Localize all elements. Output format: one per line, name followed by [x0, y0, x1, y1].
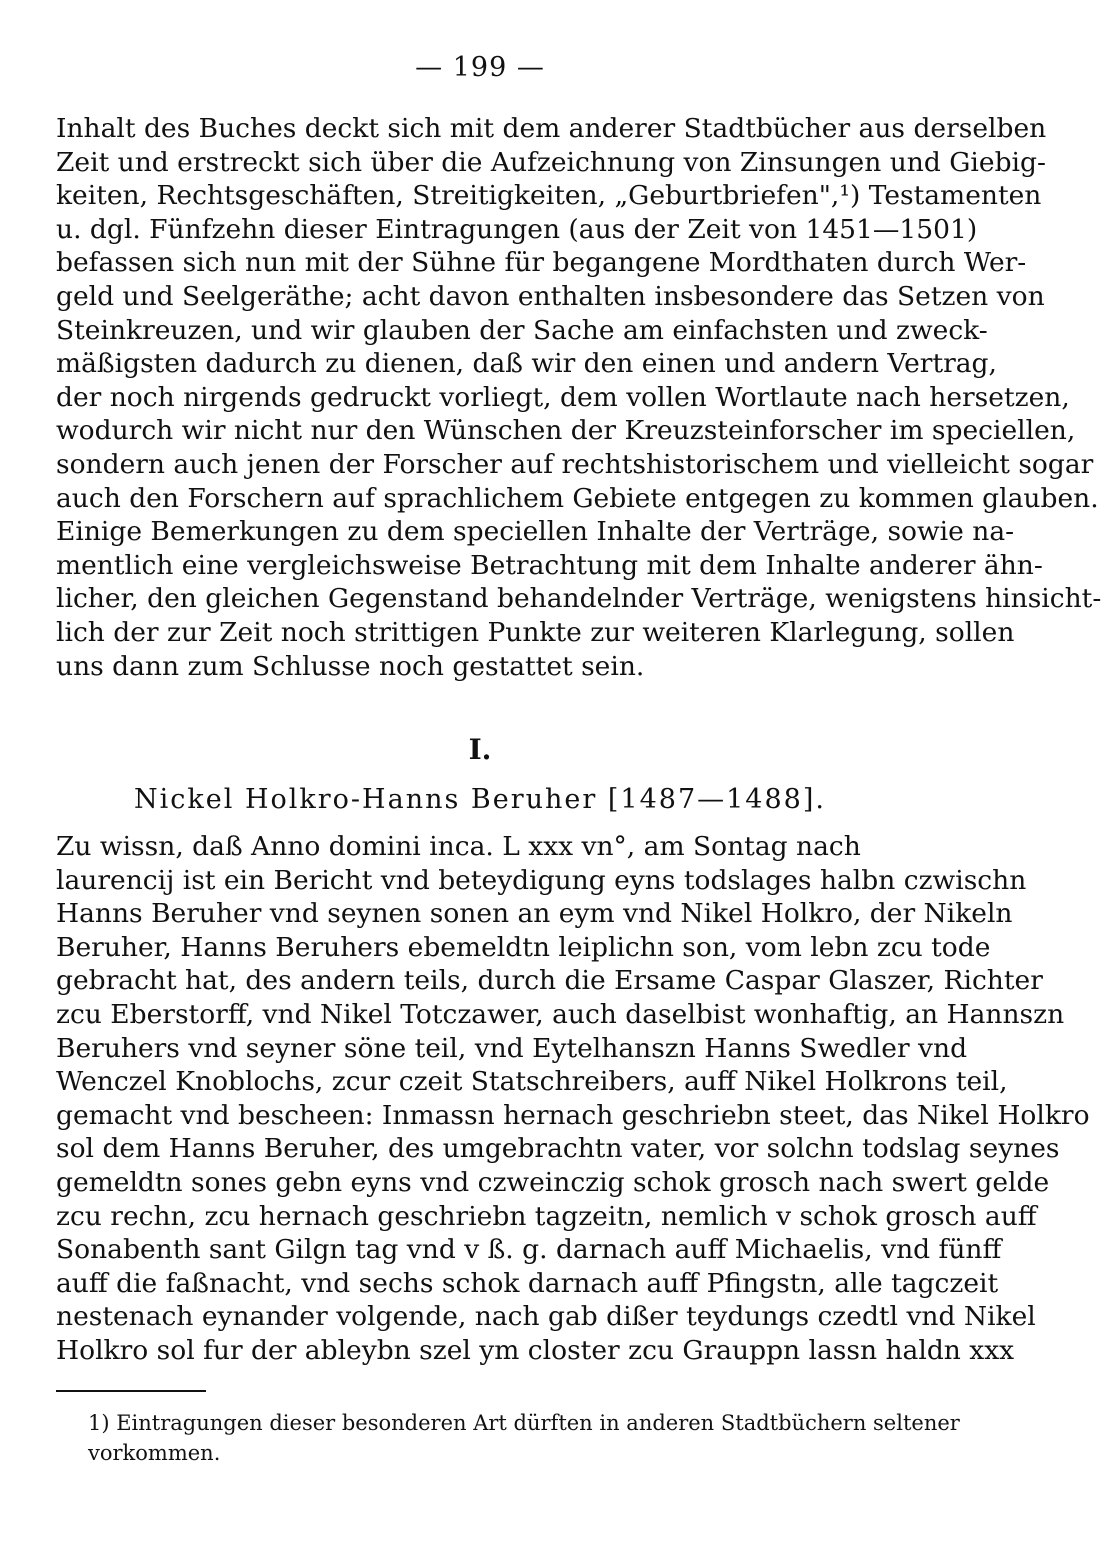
intro-text-line: uns dann zum Schlusse noch gestattet sein.: [56, 650, 645, 682]
intro-text-line: Inhalt des Buches deckt sich mit dem anderer Stadtbücher aus derselben: [56, 113, 1047, 144]
intro-text-line: der noch nirgends gedruckt vorliegt, dem vollen Wortlaute nach hersetzen,: [56, 381, 1070, 413]
document-text-line: gemacht vnd bescheen: Inmassn hernach geschriebn steet, das Nikel Holkro: [56, 1099, 1090, 1131]
footnote-text-line: 1) Eintragungen dieser besonderen Art dürften in anderen Stadtbüchern seltener: [88, 1411, 960, 1435]
footnote: [88, 1408, 960, 1468]
intro-text-line: wodurch wir nicht nur den Wünschen der Kreuzsteinforscher im speciellen,: [56, 415, 1076, 447]
document-text-line: laurencij ist ein Bericht vnd beteydigung eyns todslages halbn czwischn: [56, 864, 1027, 896]
document-text-line: zcu rechn, zcu hernach geschriebn tagzeitn, nemlich v schok grosch auff: [56, 1200, 1037, 1232]
section-numeral: I.: [468, 733, 492, 766]
intro-text-line: mentlich eine vergleichsweise Betrachtung mit dem Inhalte anderer ähn-: [56, 549, 1043, 581]
intro-text-line: sondern auch jenen der Forscher auf rechtshistorischem und vielleicht sogar: [56, 448, 1094, 480]
document-text-line: Holkro sol fur der ableybn szel ym closter zcu Grauppn lassn haldn xxx: [56, 1334, 1015, 1366]
intro-text-line: auch den Forschern auf sprachlichem Gebiete entgegen zu kommen glauben.: [56, 482, 1099, 514]
intro-text-line: geld und Seelgeräthe; acht davon enthalten insbesondere das Setzen von: [56, 280, 1045, 312]
document-text-line: Beruher, Hanns Beruhers ebemeldtn leiplichn son, vom lebn zcu tode: [56, 931, 991, 963]
intro-text-line: keiten, Rechtsgeschäften, Streitigkeiten, „Geburtbriefen",¹) Testamenten: [56, 180, 1042, 212]
section-title: Nickel Holkro-Hanns Beruher [1487—1488].: [134, 784, 826, 815]
document-text-line: sol dem Hanns Beruher, des umgebrachtn vater, vor solchn todslag seynes: [56, 1133, 1060, 1165]
document-text-line: Wenczel Knoblochs, zcur czeit Statschreibers, auff Nikel Holkrons teil,: [56, 1066, 1008, 1098]
document-text-paragraph: [56, 830, 1090, 1368]
document-text-line: gemeldtn sones gebn eyns vnd czweinczig schok grosch nach swert gelde: [56, 1166, 1050, 1198]
document-text-line: nestenach eynander volgende, nach gab dißer teydungs czedtl vnd Nikel: [56, 1301, 1036, 1333]
intro-text-line: lich der zur Zeit noch strittigen Punkte zur weiteren Klarlegung, sollen: [56, 616, 1015, 648]
document-text-line: Beruhers vnd seyner söne teil, vnd Eytelhanszn Hanns Swedler vnd: [56, 1032, 968, 1064]
document-text-line: gebracht hat, des andern teils, durch die Ersame Caspar Glaszer, Richter: [56, 965, 1043, 997]
document-text-line: auff die faßnacht, vnd sechs schok darnach auff Pfingstn, alle tagczeit: [56, 1267, 999, 1299]
footnote-text-line: vorkommen.: [88, 1441, 221, 1465]
intro-text-line: Einige Bemerkungen zu dem speciellen Inhalte der Verträge, sowie na-: [56, 516, 1015, 548]
intro-text-line: Zeit und erstreckt sich über die Aufzeichnung von Zinsungen und Giebig-: [56, 146, 1046, 178]
footnote-divider: [56, 1390, 206, 1392]
document-text-line: Sonabenth sant Gilgn tag vnd v ß. g. darnach auff Michaelis, vnd fünff: [56, 1234, 1002, 1266]
intro-paragraph: [56, 112, 1101, 683]
document-text-line: zcu Eberstorff, vnd Nikel Totczawer, auch daselbist wonhaftig, an Hannszn: [56, 998, 1065, 1030]
intro-text-line: Steinkreuzen, und wir glauben der Sache am einfachsten und zweck-: [56, 314, 988, 346]
intro-text-line: u. dgl. Fünfzehn dieser Eintragungen (aus der Zeit von 1451—1501): [56, 213, 978, 245]
document-text-line: Zu wissn, daß Anno domini inca. L xxx vn°, am Sontag nach: [56, 831, 861, 862]
document-text-line: Hanns Beruher vnd seynen sonen an eym vnd Nikel Holkro, der Nikeln: [56, 898, 1013, 930]
intro-text-line: licher, den gleichen Gegenstand behandelnder Verträge, wenigstens hinsicht-: [56, 583, 1101, 615]
intro-text-line: mäßigsten dadurch zu dienen, daß wir den einen und andern Vertrag,: [56, 348, 997, 380]
page-number: — 199 —: [415, 52, 545, 83]
intro-text-line: befassen sich nun mit der Sühne für begangene Mordthaten durch Wer-: [56, 247, 1027, 279]
